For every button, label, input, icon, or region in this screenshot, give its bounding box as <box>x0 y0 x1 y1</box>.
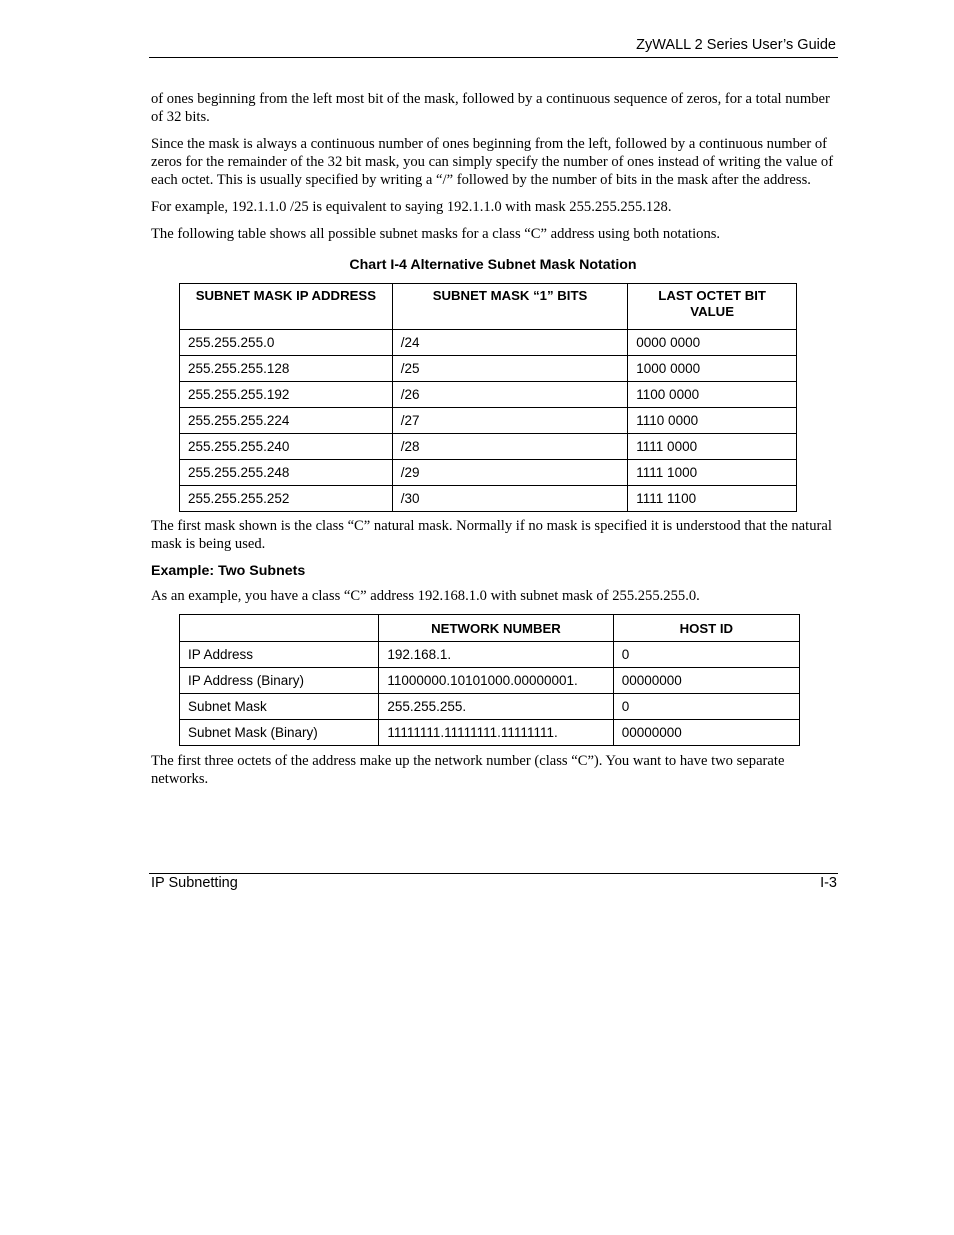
table-header-row <box>180 615 800 642</box>
table-cell: 255.255.255.248 <box>180 460 393 486</box>
table-cell: 1110 0000 <box>628 408 797 434</box>
table-header-row <box>180 284 797 330</box>
paragraph: For example, 192.1.1.0 /25 is equivalent to saying 192.1.1.0 with mask 255.255.255.128. <box>151 199 672 215</box>
table-row <box>180 434 797 460</box>
table-cell: /25 <box>392 356 628 382</box>
table-cell: IP Address <box>180 642 379 668</box>
table-cell: 1111 1000 <box>628 460 797 486</box>
table-row <box>180 408 797 434</box>
running-header: ZyWALL 2 Series User’s Guide <box>636 37 836 53</box>
table-row <box>180 486 797 512</box>
table-cell: 255.255.255.128 <box>180 356 393 382</box>
page-number: I-3 <box>820 875 837 891</box>
table-cell: 11000000.10101000.00000001. <box>379 668 613 694</box>
header-rule <box>149 57 838 58</box>
paragraph: Since the mask is always a continuous number of ones beginning from the left, followed by a continuous number of zeros for the remainder of the 32 bit mask, you can simply specify the number of ones instead of writing the value of each octet. This is usually specified by writing a “/” followed by the number of bits in the mask after the address. <box>151 136 834 188</box>
table-cell: 255.255.255.252 <box>180 486 393 512</box>
table-cell: /27 <box>392 408 628 434</box>
paragraph: As an example, you have a class “C” address 192.168.1.0 with subnet mask of 255.255.255.0. <box>151 588 700 604</box>
paragraph: of ones beginning from the left most bit of the mask, followed by a continuous sequence of zeros, for a total number of 32 bits. <box>151 91 830 125</box>
table-cell: 1100 0000 <box>628 382 797 408</box>
table-cell: 00000000 <box>613 668 799 694</box>
table-row <box>180 694 800 720</box>
table-cell: 11111111.11111111.11111111. <box>379 720 613 746</box>
paragraph: The first three octets of the address make up the network number (class “C”). You want to have two separate networks. <box>151 753 785 787</box>
table-cell: 1111 1100 <box>628 486 797 512</box>
table-cell: /30 <box>392 486 628 512</box>
column-header: SUBNET MASK IP ADDRESS <box>180 284 393 330</box>
column-header: HOST ID <box>613 615 799 642</box>
table-cell: 1000 0000 <box>628 356 797 382</box>
table-row <box>180 720 800 746</box>
table-cell: Subnet Mask <box>180 694 379 720</box>
table-row <box>180 330 797 356</box>
table-row <box>180 356 797 382</box>
paragraph: The following table shows all possible subnet masks for a class “C” address using both notations. <box>151 226 721 242</box>
table-cell: 255.255.255.0 <box>180 330 393 356</box>
table-cell: Subnet Mask (Binary) <box>180 720 379 746</box>
column-header: SUBNET MASK “1” BITS <box>392 284 628 330</box>
table-cell: 0000 0000 <box>628 330 797 356</box>
table-row <box>180 668 800 694</box>
table-cell: 255.255.255. <box>379 694 613 720</box>
table-cell: 255.255.255.240 <box>180 434 393 460</box>
table-cell: 0 <box>613 694 799 720</box>
column-header <box>180 615 379 642</box>
table-row <box>180 460 797 486</box>
paragraph: The first mask shown is the class “C” natural mask. Normally if no mask is specified it is understood that the natural mask is being used. <box>151 518 832 552</box>
footer-section-name: IP Subnetting <box>151 875 238 891</box>
table-cell: 255.255.255.224 <box>180 408 393 434</box>
footer-rule <box>149 873 838 874</box>
table-row <box>180 642 800 668</box>
two-subnets-table <box>179 614 800 746</box>
table-cell: /29 <box>392 460 628 486</box>
section-heading: Example: Two Subnets <box>151 563 306 579</box>
table-cell: /26 <box>392 382 628 408</box>
table-row <box>180 382 797 408</box>
table-cell: 255.255.255.192 <box>180 382 393 408</box>
table-cell: IP Address (Binary) <box>180 668 379 694</box>
table-cell: 192.168.1. <box>379 642 613 668</box>
table-cell: 0 <box>613 642 799 668</box>
page-body <box>151 90 835 797</box>
table-cell: /28 <box>392 434 628 460</box>
table-cell: 00000000 <box>613 720 799 746</box>
chart-caption: Chart I-4 Alternative Subnet Mask Notation <box>349 257 637 273</box>
subnet-mask-table <box>179 283 797 512</box>
table-cell: /24 <box>392 330 628 356</box>
table-cell: 1111 0000 <box>628 434 797 460</box>
column-header: LAST OCTET BIT VALUE <box>628 284 797 330</box>
column-header: NETWORK NUMBER <box>379 615 613 642</box>
